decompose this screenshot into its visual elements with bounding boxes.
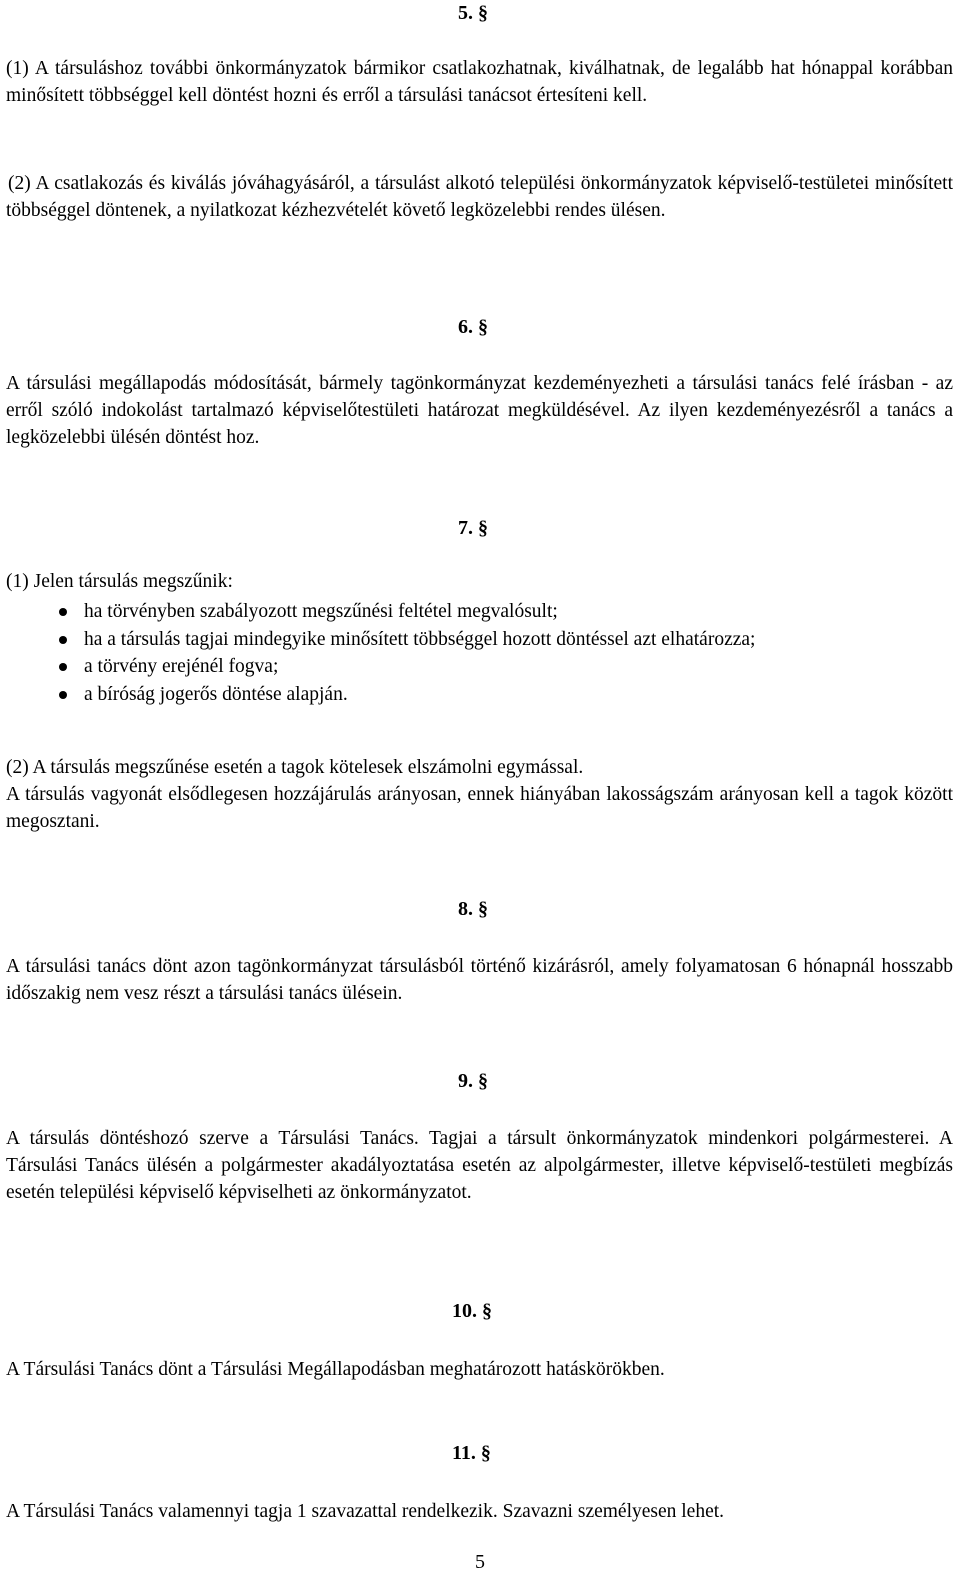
- section-9-heading: 9. §: [458, 1070, 488, 1092]
- page-number: 5: [475, 1551, 485, 1573]
- section-9-paragraph: A társulás döntéshozó szerve a Társulási Tanács. Tagjai a társult önkormányzatok mindenkori polgármesterei. A Társulási Tanács ülésén a polgármester akadályoztatása esetén az alpolgármester, illetve képviselő-testületi megbízás esetén települési képviselő képviselheti az önkormányzatot.: [6, 1128, 953, 1203]
- section-6-heading: 6. §: [458, 316, 488, 338]
- section-8-heading: 8. §: [458, 898, 488, 920]
- section-7-heading: 7. §: [458, 517, 488, 539]
- section-8-paragraph: A társulási tanács dönt azon tagönkormányzat társulásból történő kizárásról, amely folyamatosan 6 hónapnál hosszabb időszakig nem vesz részt a társulási tanács ülésein.: [6, 956, 953, 1004]
- section-10-paragraph: A Társulási Tanács dönt a Társulási Megállapodásban meghatározott hatáskörökben.: [6, 1359, 665, 1380]
- section-7-paragraph-2: (2) A társulás megszűnése esetén a tagok kötelesek elszámolni egymással.: [6, 757, 584, 778]
- list-item: a bíróság jogerős döntése alapján.: [6, 681, 953, 709]
- section-5-paragraph-2: (2) A csatlakozás és kiválás jóváhagyásáról, a társulást alkotó települési önkormányzatok képviselő-testületei minősített többséggel döntenek, a nyilatkozat kézhezvételét követő legközelebbi rendes ülésen.: [6, 173, 953, 221]
- section-11-paragraph: A Társulási Tanács valamennyi tagja 1 szavazattal rendelkezik. Szavazni személyesen lehet.: [6, 1501, 725, 1522]
- section-5-heading: 5. §: [458, 2, 488, 24]
- section-6-paragraph: A társulási megállapodás módosítását, bármely tagönkormányzat kezdeményezheti a társulási tanács felé írásban - az erről szóló indokolást tartalmazó képviselőtestületi határozat megküldésével. Az ilyen kezdeményezésről a tanács a legközelebbi ülésén döntést hoz.: [6, 373, 953, 448]
- section-7-paragraph-3: A társulás vagyonát elsődlegesen hozzájárulás arányosan, ennek hiányában lakosságszám arányosan kell a tagok között megosztani.: [6, 784, 953, 832]
- section-7-bullet-list: [6, 598, 953, 708]
- list-item: ha törvényben szabályozott megszűnési feltétel megvalósult;: [6, 598, 953, 626]
- section-10-heading: 10. §: [452, 1300, 492, 1322]
- section-7-intro: (1) Jelen társulás megszűnik:: [6, 571, 233, 592]
- section-11-heading: 11. §: [452, 1442, 491, 1464]
- list-item: ha a társulás tagjai mindegyike minősített többséggel hozott döntéssel azt elhatározza;: [6, 626, 953, 654]
- section-5-paragraph-1: (1) A társuláshoz további önkormányzatok bármikor csatlakozhatnak, kiválhatnak, de legalább hat hónappal korábban minősített többséggel kell döntést hozni és erről a társulási tanácsot értesíteni kell.: [6, 58, 953, 106]
- list-item: a törvény erejénél fogva;: [6, 653, 953, 681]
